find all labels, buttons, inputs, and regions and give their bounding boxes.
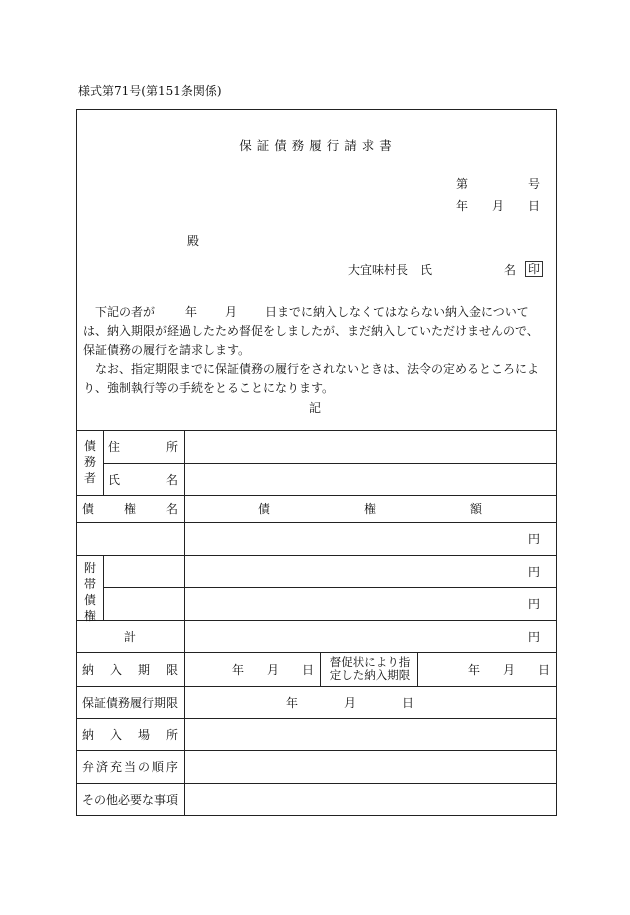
seal-mark (525, 261, 543, 277)
due-split-line (417, 652, 418, 686)
issuer-name-suffix: 名 (504, 263, 517, 277)
guarantee-deadline-label: 保証債務履行期限 (82, 695, 179, 710)
guarantee-deadline-ymd: 年 月 日 (286, 695, 414, 710)
reminder-due-label: 督促状により指定した納入期限 (329, 655, 411, 682)
due-date-ymd: 年 月 日 (232, 662, 314, 677)
ki-heading: 記 (309, 401, 322, 415)
p1-month: 月 (225, 305, 238, 319)
notice-paragraph: なお、指定期限までに保証債務の履行をされないときは、法令の定めるところにより、強制執行等の手続をとることになります。 (83, 362, 540, 395)
attached-yen-1: 円 (527, 564, 540, 579)
request-paragraph (83, 303, 549, 398)
addressee-suffix: 殿 (187, 234, 200, 248)
number-prefix: 第 (456, 177, 469, 191)
claim-yen: 円 (527, 532, 540, 546)
total-yen: 円 (527, 629, 540, 644)
date-day: 日 (528, 199, 541, 213)
name-label: 氏 名 (108, 472, 178, 487)
issuer-name-prefix: 氏 (420, 263, 433, 277)
form-number-label: 様式第71号(第151条関係) (78, 84, 222, 98)
p1-year: 年 (185, 305, 198, 319)
total-label: 計 (123, 629, 136, 644)
due-split-line (320, 652, 321, 686)
reminder-due-ymd: 年 月 日 (468, 662, 550, 677)
document-title: 保証債務履行請求書 (239, 138, 397, 153)
claim-name-header: 債 権 名 (82, 502, 178, 516)
date-year: 年 (456, 199, 469, 213)
debtor-column-line (103, 430, 104, 495)
label-column-line (184, 430, 185, 816)
date-month: 月 (492, 199, 505, 213)
due-date-label: 納 入 期 限 (82, 662, 178, 677)
claim-amount-header: 債 権 額 (258, 502, 482, 516)
p1-text-a: 下記の者が (95, 305, 156, 319)
other-matters-label: その他必要な事項 (82, 793, 179, 807)
issuer-name: 大宜味村長 (348, 263, 409, 277)
attached-claim-label: 附帯債権 (83, 561, 96, 623)
repayment-order-label: 弁 済 充 当 の 順 序 (82, 760, 178, 774)
payment-place-label: 納 入 場 所 (82, 727, 178, 742)
seal-label: 印 (525, 261, 543, 277)
debtor-label: 債務者 (83, 439, 96, 485)
attached-yen-2: 円 (527, 597, 540, 611)
address-label: 住 所 (108, 440, 178, 454)
attached-column-line (103, 555, 104, 620)
p1-text-b: 日までに納入しなくてはならない納入金については、納入期限が経過したため督促をしましたが、まだ納入していただけませんので、保証債務の履行を請求します。 (83, 305, 539, 357)
number-suffix: 号 (528, 177, 541, 191)
